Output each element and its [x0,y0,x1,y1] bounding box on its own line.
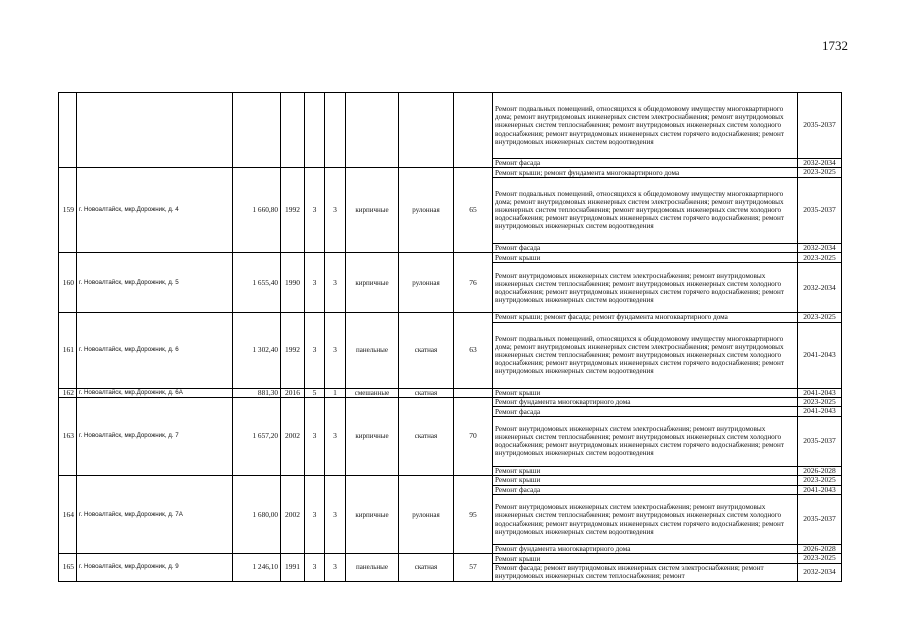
house-entrances: 1 [325,388,346,397]
table-row [59,253,842,263]
repair-period: 2032-2034 [798,563,842,581]
repair-work: Ремонт подвальных помещений, относящихся к общедомовому имуществу многоквартирного дома; ремонт внутридомовых инженерных систем электроснабжения; ремонт внутридомовых инженерных систем теплоснабжения; ремонт внутридомовых инженерных систем холодного водоснабжения; ремонт внутридомовых инженерных систем горячего водоснабжения; ремонт внутридомовых инженерных систем водоотведения [493,322,798,388]
repair-work: Ремонт крыши [493,466,798,475]
house-wear: 70 [454,398,493,476]
house-address: г. Новоалтайск, мкр.Дорожник, д. 9 [77,554,233,581]
house-floors: 3 [305,554,325,581]
house-number: 159 [59,168,77,253]
house-walls: панельные [346,554,399,581]
table-row [59,93,842,159]
page-number: 1732 [822,38,848,53]
house-walls: панельные [346,313,399,388]
repair-period: 2035-2037 [798,93,842,159]
house-area: 1 302,40 [233,313,281,388]
table-row [59,168,842,177]
repair-work: Ремонт фасада [493,159,798,168]
table-row [59,388,842,397]
repair-period: 2023-2025 [798,313,842,322]
house-floors: 3 [305,476,325,554]
house-roof: рулонная [399,476,454,554]
repair-period: 2026-2028 [798,545,842,554]
house-entrances: 3 [325,554,346,581]
house-year: 1991 [281,554,305,581]
repair-period: 2041-2043 [798,485,842,494]
table-row [59,476,842,485]
house-roof: скатная [399,313,454,388]
house-year: 1992 [281,313,305,388]
table-body [59,93,842,582]
house-walls [346,93,399,168]
house-year [281,93,305,168]
repair-work: Ремонт крыши; ремонт фундамента многоквартирного дома [493,168,798,177]
repair-work: Ремонт фундамента многоквартирного дома [493,398,798,407]
repair-period: 2041-2043 [798,322,842,388]
house-area: 881,30 [233,388,281,397]
house-year: 2002 [281,476,305,554]
repair-work: Ремонт подвальных помещений, относящихся к общедомовому имуществу многоквартирного дома; ремонт внутридомовых инженерных систем электроснабжения; ремонт внутридомовых инженерных систем теплоснабжения; ремонт внутридомовых инженерных систем холодного водоснабжения; ремонт внутридомовых инженерных систем горячего водоснабжения; ремонт внутридомовых инженерных систем водоотведения [493,177,798,243]
repair-period: 2023-2025 [798,554,842,563]
house-number: 160 [59,253,77,313]
house-walls: кирпичные [346,476,399,554]
table-row [59,554,842,563]
house-wear [454,388,493,397]
repair-work: Ремонт крыши [493,554,798,563]
house-area: 1 680,00 [233,476,281,554]
house-roof: скатная [399,388,454,397]
house-roof: рулонная [399,253,454,313]
house-address: г. Новоалтайск, мкр.Дорожник, д. 7 [77,398,233,476]
repair-period: 2035-2037 [798,416,842,466]
house-year: 1990 [281,253,305,313]
house-entrances: 3 [325,313,346,388]
house-number: 162 [59,388,77,397]
repair-work: Ремонт внутридомовых инженерных систем электроснабжения; ремонт внутридомовых инженерных систем теплоснабжения; ремонт внутридомовых инженерных систем холодного водоснабжения; ремонт внутридомовых инженерных систем горячего водоснабжения; ремонт внутридомовых инженерных систем водоотведения [493,263,798,313]
house-year: 1992 [281,168,305,253]
repair-work: Ремонт фундамента многоквартирного дома [493,545,798,554]
house-walls: смешанные [346,388,399,397]
repair-work: Ремонт крыши [493,253,798,263]
house-area: 1 657,20 [233,398,281,476]
house-wear: 95 [454,476,493,554]
repair-period: 2041-2043 [798,388,842,397]
repair-work: Ремонт подвальных помещений, относящихся к общедомовому имуществу многоквартирного дома; ремонт внутридомовых инженерных систем электроснабжения; ремонт внутридомовых инженерных систем теплоснабжения; ремонт внутридомовых инженерных систем холодного водоснабжения; ремонт внутридомовых инженерных систем горячего водоснабжения; ремонт внутридомовых инженерных систем водоотведения [493,93,798,159]
house-walls: кирпичные [346,398,399,476]
house-number [59,93,77,168]
repair-work: Ремонт внутридомовых инженерных систем электроснабжения; ремонт внутридомовых инженерных систем теплоснабжения; ремонт внутридомовых инженерных систем холодного водоснабжения; ремонт внутридомовых инженерных систем горячего водоснабжения; ремонт внутридомовых инженерных систем водоотведения [493,495,798,545]
repair-period: 2026-2028 [798,466,842,475]
repair-work: Ремонт внутридомовых инженерных систем электроснабжения; ремонт внутридомовых инженерных систем теплоснабжения; ремонт внутридомовых инженерных систем холодного водоснабжения; ремонт внутридомовых инженерных систем горячего водоснабжения; ремонт внутридомовых инженерных систем водоотведения [493,416,798,466]
repair-period: 2032-2034 [798,159,842,168]
house-roof: рулонная [399,168,454,253]
repair-period: 2023-2025 [798,168,842,177]
house-number: 164 [59,476,77,554]
repair-period: 2032-2034 [798,243,842,252]
house-floors: 3 [305,168,325,253]
repair-period: 2023-2025 [798,398,842,407]
capital-repair-table [58,92,842,582]
house-wear: 63 [454,313,493,388]
repair-period: 2041-2043 [798,407,842,416]
house-wear: 76 [454,253,493,313]
house-address [77,93,233,168]
table-row [59,398,842,407]
repair-work: Ремонт фасада [493,485,798,494]
house-area: 1 246,10 [233,554,281,581]
house-area: 1 660,80 [233,168,281,253]
house-roof [399,93,454,168]
house-wear [454,93,493,168]
house-floors: 5 [305,388,325,397]
house-address: г. Новоалтайск, мкр.Дорожник, д. 6 [77,313,233,388]
repair-period: 2035-2037 [798,177,842,243]
house-roof: скатная [399,554,454,581]
repair-period: 2023-2025 [798,476,842,485]
repair-work: Ремонт крыши [493,388,798,397]
repair-period: 2023-2025 [798,253,842,263]
house-area: 1 655,40 [233,253,281,313]
repair-period: 2035-2037 [798,495,842,545]
repair-work: Ремонт фасада [493,243,798,252]
house-floors: 3 [305,253,325,313]
house-floors: 3 [305,313,325,388]
house-floors: 3 [305,398,325,476]
house-address: г. Новоалтайск, мкр.Дорожник, д. 7А [77,476,233,554]
house-wear: 57 [454,554,493,581]
house-walls: кирпичные [346,253,399,313]
repair-work: Ремонт фасада [493,407,798,416]
house-year: 2016 [281,388,305,397]
house-number: 165 [59,554,77,581]
repair-work: Ремонт фасада; ремонт внутридомовых инженерных систем электроснабжения; ремонт внутридомовых инженерных систем теплоснабжения; ремонт [493,563,798,581]
house-entrances: 3 [325,398,346,476]
house-entrances: 3 [325,476,346,554]
house-entrances: 3 [325,168,346,253]
house-address: г. Новоалтайск, мкр.Дорожник, д. 6А [77,388,233,397]
house-year: 2002 [281,398,305,476]
house-number: 161 [59,313,77,388]
house-area [233,93,281,168]
table-row [59,313,842,322]
repair-work: Ремонт крыши [493,476,798,485]
house-entrances: 3 [325,253,346,313]
repair-work: Ремонт крыши; ремонт фасада; ремонт фундамента многоквартирного дома [493,313,798,322]
house-floors [305,93,325,168]
house-roof: скатная [399,398,454,476]
house-entrances [325,93,346,168]
house-wear: 65 [454,168,493,253]
house-walls: кирпичные [346,168,399,253]
repair-period: 2032-2034 [798,263,842,313]
house-number: 163 [59,398,77,476]
house-address: г. Новоалтайск, мкр.Дорожник, д. 5 [77,253,233,313]
house-address: г. Новоалтайск, мкр.Дорожник, д. 4 [77,168,233,253]
